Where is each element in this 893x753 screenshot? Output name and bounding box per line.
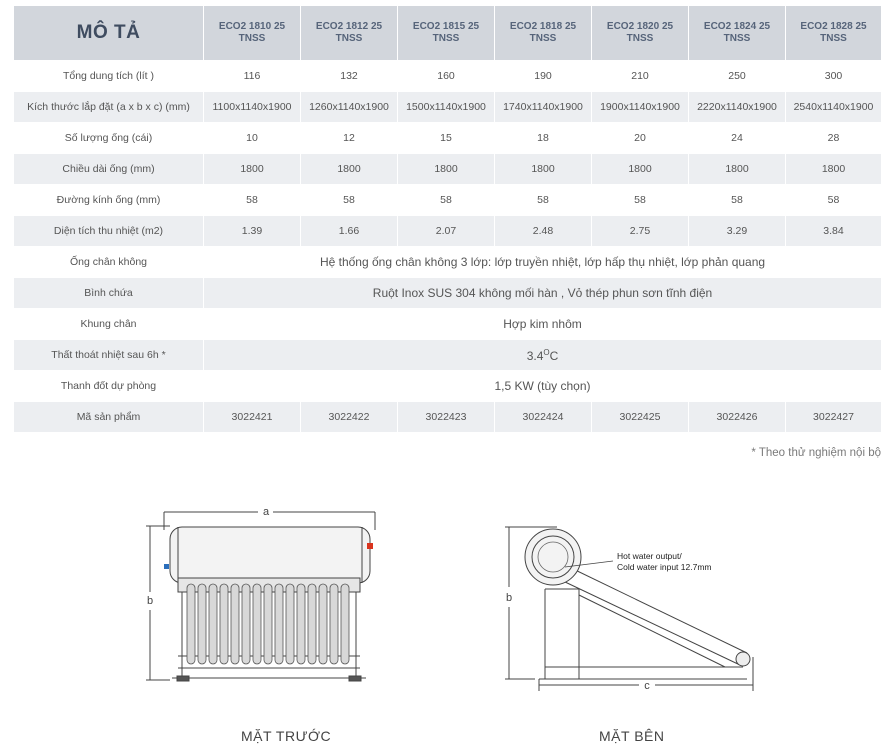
table-cell: 1800 (689, 154, 786, 185)
row-label: Đường kính ống (mm) (14, 185, 204, 216)
table-cell: 132 (301, 61, 398, 92)
table-row (14, 340, 882, 371)
table-cell: 18 (495, 123, 592, 154)
table-cell: 160 (398, 61, 495, 92)
table-row (14, 402, 882, 433)
row-label: Ống chân không (14, 247, 204, 278)
table-cell: 58 (398, 185, 495, 216)
model-header: ECO2 1818 25 TNSS (495, 6, 592, 61)
table-cell: 1800 (495, 154, 592, 185)
side-view-caption: MẶT BÊN (599, 728, 665, 744)
table-cell: 20 (592, 123, 689, 154)
side-view-diagram (495, 515, 770, 695)
row-label: Số lượng ống (cái) (14, 123, 204, 154)
table-cell: 3022424 (495, 402, 592, 433)
row-label: Mã sản phẩm (14, 402, 204, 433)
table-cell: 1500x1140x1900 (398, 92, 495, 123)
row-label: Bình chứa (14, 278, 204, 309)
model-header: ECO2 1820 25 TNSS (592, 6, 689, 61)
merged-cell: 1,5 KW (tùy chọn) (204, 371, 882, 402)
table-cell: 250 (689, 61, 786, 92)
table-title: MÔ TẢ (14, 6, 204, 61)
table-cell: 1.39 (204, 216, 301, 247)
front-view-diagram (140, 500, 390, 690)
row-label: Khung chân (14, 309, 204, 340)
table-row (14, 61, 882, 92)
row-label: Diện tích thu nhiệt (m2) (14, 216, 204, 247)
dim-c-label: c (644, 680, 650, 692)
spec-table (13, 5, 882, 433)
row-label: Thanh đốt dự phòng (14, 371, 204, 402)
merged-cell (204, 340, 882, 371)
row-label: Thất thoát nhiệt sau 6h * (14, 340, 204, 371)
table-row (14, 247, 882, 278)
table-cell: 24 (689, 123, 786, 154)
table-cell: 300 (786, 61, 882, 92)
table-cell: 3022425 (592, 402, 689, 433)
table-row (14, 92, 882, 123)
table-row (14, 185, 882, 216)
table-cell: 1800 (786, 154, 882, 185)
table-cell: 3.29 (689, 216, 786, 247)
table-cell: 2.75 (592, 216, 689, 247)
table-cell: 58 (689, 185, 786, 216)
water-io-label-line1: Hot water output/ (617, 551, 682, 561)
table-row (14, 309, 882, 340)
front-view-caption: MẶT TRƯỚC (241, 728, 332, 744)
table-cell: 3022422 (301, 402, 398, 433)
table-cell: 58 (592, 185, 689, 216)
footnote: * Theo thử nghiệm nội bộ (751, 447, 881, 459)
water-io-label-line2: Cold water input 12.7mm (617, 562, 712, 572)
model-header: ECO2 1815 25 TNSS (398, 6, 495, 61)
table-cell: 15 (398, 123, 495, 154)
table-cell: 1100x1140x1900 (204, 92, 301, 123)
table-row (14, 278, 882, 309)
table-header-row (14, 6, 882, 61)
table-cell: 58 (204, 185, 301, 216)
dim-b-label: b (146, 595, 154, 607)
heat-loss-unit: C (549, 348, 559, 363)
table-cell: 12 (301, 123, 398, 154)
dim-a-label: a (262, 506, 270, 518)
table-cell: 3022421 (204, 402, 301, 433)
merged-cell: Ruột Inox SUS 304 không mối hàn , Vỏ thép phun sơn tĩnh điện (204, 278, 882, 309)
table-cell: 1800 (301, 154, 398, 185)
blue-fitting-icon (164, 564, 169, 569)
table-cell: 116 (204, 61, 301, 92)
table-cell: 1900x1140x1900 (592, 92, 689, 123)
table-cell: 2.07 (398, 216, 495, 247)
table-cell: 2.48 (495, 216, 592, 247)
heat-loss-degree: O (543, 347, 550, 357)
row-label: Kích thước lắp đặt (a x b x c) (mm) (14, 92, 204, 123)
heat-loss-value: 3.4 (526, 348, 544, 363)
merged-cell: Hợp kim nhôm (204, 309, 882, 340)
table-cell: 3022427 (786, 402, 882, 433)
table-cell: 1800 (398, 154, 495, 185)
table-cell: 1800 (592, 154, 689, 185)
merged-cell: Hệ thống ống chân không 3 lớp: lớp truyền nhiệt, lớp hấp thụ nhiệt, lớp phản quang (204, 247, 882, 278)
table-cell: 58 (301, 185, 398, 216)
table-cell: 3022423 (398, 402, 495, 433)
table-cell: 210 (592, 61, 689, 92)
table-cell: 3.84 (786, 216, 882, 247)
table-cell: 10 (204, 123, 301, 154)
table-row (14, 216, 882, 247)
table-cell: 1740x1140x1900 (495, 92, 592, 123)
table-cell: 58 (786, 185, 882, 216)
table-cell: 58 (495, 185, 592, 216)
model-header: ECO2 1828 25 TNSS (786, 6, 882, 61)
table-cell: 190 (495, 61, 592, 92)
table-cell: 1.66 (301, 216, 398, 247)
model-header: ECO2 1824 25 TNSS (689, 6, 786, 61)
table-cell: 2220x1140x1900 (689, 92, 786, 123)
table-cell: 1800 (204, 154, 301, 185)
table-cell: 2540x1140x1900 (786, 92, 882, 123)
table-cell: 3022426 (689, 402, 786, 433)
model-header: ECO2 1810 25 TNSS (204, 6, 301, 61)
table-cell: 28 (786, 123, 882, 154)
model-header: ECO2 1812 25 TNSS (301, 6, 398, 61)
table-cell: 1260x1140x1900 (301, 92, 398, 123)
table-row (14, 371, 882, 402)
dim-b-label: b (505, 592, 513, 604)
table-row (14, 154, 882, 185)
row-label: Tổng dung tích (lít ) (14, 61, 204, 92)
red-fitting-icon (367, 543, 373, 549)
row-label: Chiều dài ống (mm) (14, 154, 204, 185)
table-row (14, 123, 882, 154)
